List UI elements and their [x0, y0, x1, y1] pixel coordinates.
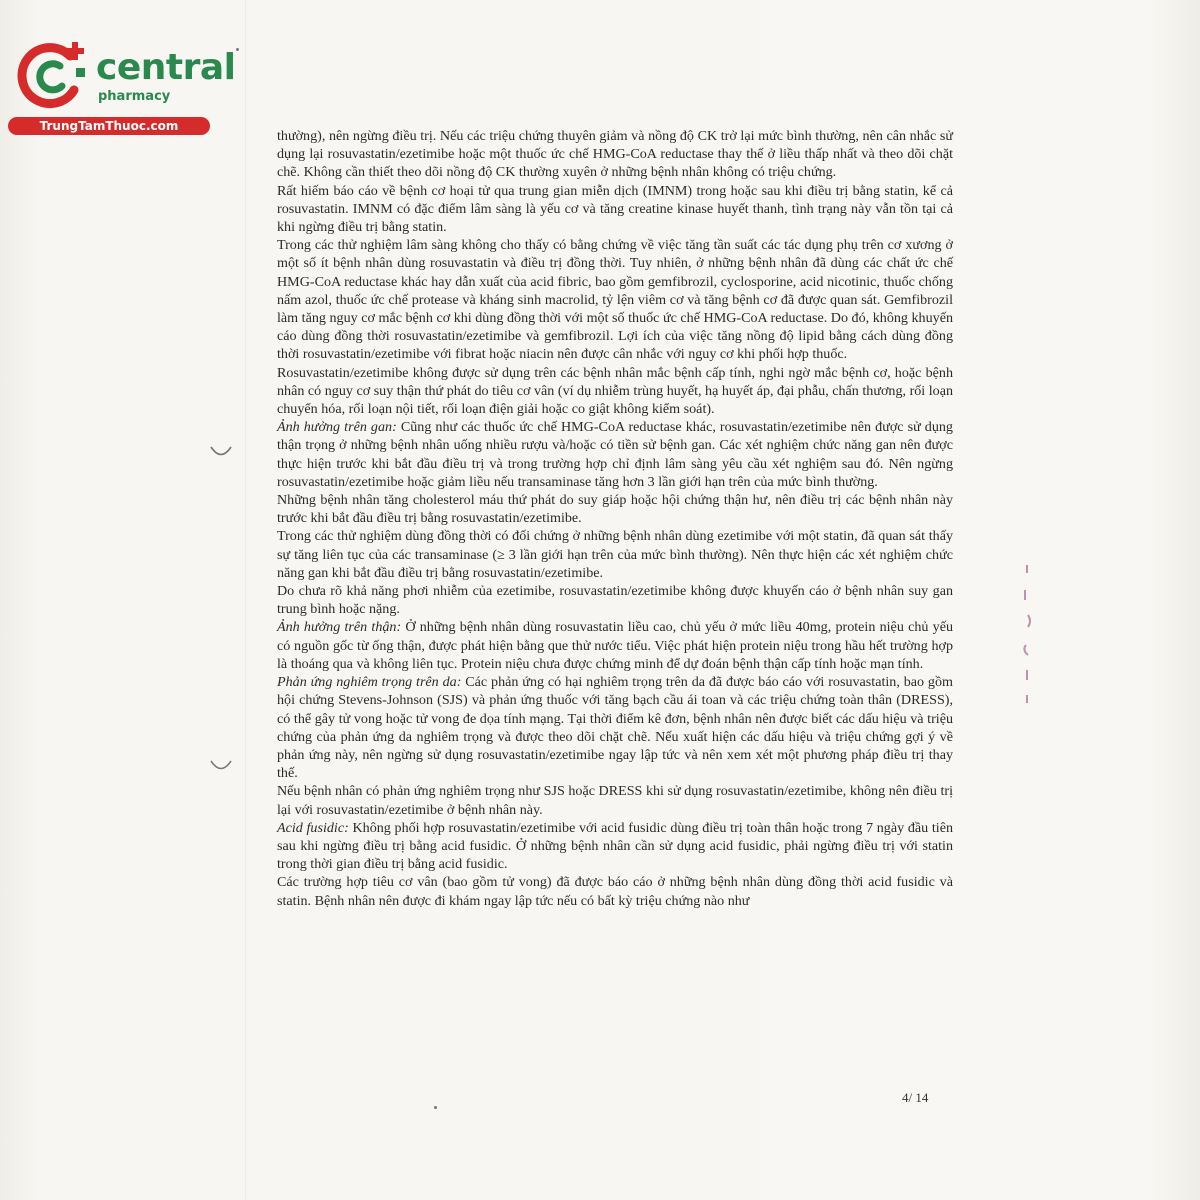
- paragraph: [277, 618, 953, 673]
- paragraph: Rất hiếm báo cáo về bệnh cơ hoại tử qua trung gian miễn dịch (IMNM) trong hoặc sau khi điều trị bằng statin, kể cả rosuvastatin. IMNM có đặc điểm lâm sàng là yếu cơ và tăng creatine kinase huyết thanh, tình trạng này vẫn tồn tại cả khi ngừng điều trị bằng statin.: [277, 182, 953, 236]
- paragraph: Những bệnh nhân tăng cholesterol máu thứ phát do suy giáp hoặc hội chứng thận hư, nên điều trị các bệnh nhân này trước khi bắt đầu điều trị bằng rosuvastatin/ezetimibe.: [277, 492, 953, 527]
- central-pharmacy-logo[interactable]: [8, 34, 236, 134]
- scan-speck: [434, 1106, 437, 1109]
- paragraph: Do chưa rõ khả năng phơi nhiễm của ezetimibe, rosuvastatin/ezetimibe không được khuyến cáo ở bệnh nhân suy gan trung bình hoặc nặng.: [277, 583, 953, 618]
- paragraph-text: Không phối hợp rosuvastatin/ezetimibe với acid fusidic dùng điều trị toàn thân hoặc trong 7 ngày đầu tiên sau khi ngừng điều trị bằng acid fusidic. Ở những bệnh nhân cần sử dụng acid fusidic, phải ngừng điều trị với statin trong thời gian điều trị bằng acid fusidic.: [277, 819, 953, 873]
- section-heading: Ảnh hưởng trên thận:: [277, 619, 402, 636]
- paragraph: [277, 673, 953, 782]
- paragraph: Trong các thử nghiệm dùng đồng thời có đối chứng ở những bệnh nhân dùng ezetimibe với một statin, đã quan sát thấy sự tăng liên tục của các transaminase (≥ 3 lần giới hạn trên của mức bình thường). Nên thực hiện các xét nghiệm chức năng gan khi bắt đầu điều trị bằng rosuvastatin/ezetimibe.: [277, 528, 953, 581]
- paragraph: thường), nên ngừng điều trị. Nếu các triệu chứng thuyên giảm và nồng độ CK trở lại mức bình thường, nên cân nhắc sử dụng lại rosuvastatin/ezetimibe hoặc một thuốc ức chế HMG-CoA reductase thay thế ở liều thấp nhất và theo dõi chặt chẽ. Không cần thiết theo dõi nồng độ CK thường xuyên ở những bệnh nhân không có triệu chứng.: [277, 128, 953, 181]
- document-body: [277, 127, 953, 910]
- section-heading: Ảnh hưởng trên gan:: [277, 419, 397, 436]
- pharmacy-cross-logo-icon: [12, 38, 90, 116]
- paragraph: Trong các thử nghiệm lâm sàng không cho thấy có bằng chứng về việc tăng tần suất các tác dụng phụ trên cơ xương ở một số ít bệnh nhân dùng rosuvastatin và điều trị đồng thời. Tuy nhiên, ở những bệnh nhân đã dùng các chất ức chế HMG-CoA reductase khác hay dẫn xuất của acid fibric, bao gồm gemfibrozil, cyclosporine, acid nicotinic, thuốc chống nấm azol, thuốc ức chế protease và kháng sinh macrolid, tỷ lện viêm cơ và tăng bệnh cơ đã được quan sát. Gemfibrozil làm tăng nguy cơ mắc bệnh cơ khi dùng đồng thời với một số thuốc ức chế HMG-CoA reductase. Do đó, không khuyến cáo dùng đồng thời rosuvastatin/ezetimibe và gemfibrozil. Lợi ích của việc tăng nồng độ lipid bằng cách dùng đồng thời rosuvastatin/ezetimibe với fibrat hoặc niacin nên được cân nhắc với nguy cơ khi phối hợp thuốc.: [277, 237, 953, 363]
- paragraph: Các trường hợp tiêu cơ vân (bao gồm tử vong) đã được báo cáo ở những bệnh nhân dùng đồng thời acid fusidic và statin. Bệnh nhân nên được đi khám ngay lập tức nếu có bất kỳ triệu chứng nào như: [277, 874, 953, 909]
- paragraph: Nếu bệnh nhân có phản ứng nghiêm trọng như SJS hoặc DRESS khi sử dụng rosuvastatin/ezetimibe, không nên điều trị lại với rosuvastatin/ezetimibe ở bệnh nhân này.: [277, 783, 953, 818]
- punch-hole-mark-icon: [209, 444, 233, 460]
- paragraph-text: Ở những bệnh nhân dùng rosuvastatin liều cao, chủ yếu ở mức liều 40mg, protein niệu chủ yếu có nguồn gốc từ ống thận, được phát hiện bằng que thử nước tiểu. Việc phát hiện protein niệu trong hầu hết trường hợp là thoáng qua và không liên tục. Protein niệu chưa được chứng minh để dự đoán bệnh thận cấp tính hoặc mạn tính.: [277, 619, 953, 672]
- punch-hole-mark-icon: [209, 758, 233, 774]
- section-heading: Acid fusidic:: [277, 819, 349, 836]
- paragraph: [277, 819, 953, 874]
- paragraph: Rosuvastatin/ezetimibe không được sử dụng trên các bệnh nhân mắc bệnh cấp tính, nghi ngờ mắc bệnh cơ, hoặc bệnh nhân có nguy cơ suy thận thứ phát do tiêu cơ vân (ví dụ nhiễm trùng huyết, hạ huyết áp, đại phẫu, chấn thương, rối loạn chuyển hóa, rối loạn nội tiết, rối loạn điện giải hoặc co giật không kiểm soát).: [277, 364, 954, 418]
- paragraph-text: Cũng như các thuốc ức chế HMG-CoA reductase khác, rosuvastatin/ezetimibe nên được sử dụng thận trọng ở những bệnh nhân uống nhiều rượu và/hoặc có tiền sử bệnh gan. Các xét nghiệm chức năng gan nên được thực hiện trước khi bắt đầu điều trị và trong trường hợp chỉ định lâm sàng yêu cầu xét nghiệm sau đó. Nên ngừng rosuvastatin/ezetimibe hoặc giảm liều nếu transaminase tăng hơn 3 lần giới hạn trên của mức bình thường.: [277, 419, 953, 490]
- page-number: 4/ 14: [902, 1090, 929, 1105]
- faded-stamp-mark-icon: [1018, 560, 1036, 710]
- site-url-badge: TrungTamThuoc.com: [8, 117, 210, 135]
- page-fold-shadow: [245, 0, 246, 1200]
- section-heading: Phản ứng nghiêm trọng trên da:: [277, 674, 462, 691]
- brand-subtitle: pharmacy: [98, 89, 171, 104]
- paragraph: [277, 418, 953, 491]
- scan-speck: [236, 48, 239, 51]
- paragraph-text: Các phản ứng có hại nghiêm trọng trên da đã được báo cáo với rosuvastatin, bao gồm hội chứng Stevens-Johnson (SJS) và phản ứng thuốc với tăng bạch cầu ái toan và các triệu chứng toàn thân (DRESS), có thể gây tử vong hoặc tử vong đe dọa tính mạng. Tại thời điểm kê đơn, bệnh nhân nên được biết các dấu hiệu và triệu chứng của phản ứng da nghiêm trọng và được theo dõi chặt chẽ. Nếu xuất hiện các dấu hiệu và triệu chứng gợi ý về phản ứng này, nên ngừng sử dụng rosuvastatin/ezetimibe ngay lập tức và nên xem xét một phương pháp điều trị thay thế.: [277, 674, 953, 782]
- brand-name: central: [96, 47, 236, 88]
